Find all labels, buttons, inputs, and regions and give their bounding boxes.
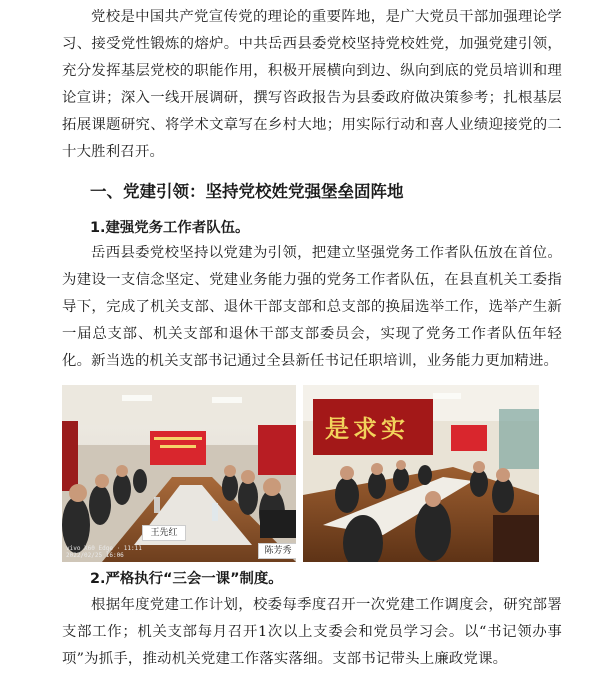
camera-watermark: vivo X60 Edge · 11:11 2022/02/25 16:06: [66, 545, 142, 559]
subsection-heading-1: 1.建强党务工作者队伍。: [90, 220, 250, 236]
section-heading: 一、党建引领：坚持党校姓党强堡垒固阵地: [90, 182, 404, 201]
intro-paragraph: 党校是中国共产党宣传党的理论的重要阵地，是广大党员干部加强理论学习、接受党性锻炼的熔炉。中共岳西县委党校坚持党校姓党，加强党建引领，充分发挥基层党校的职能作用，积极开展横向到边、纵向到底的党员培训和理论宣讲；深入一线开展调研，撰写咨政报告为县委政府做决策参考；扎根基层拓展课题研究、将学术文章写在乡村大地；用实际行动和喜人业绩迎接党的二十大胜利召开。: [62, 9, 562, 160]
wall-calligraphy: 是求实: [325, 414, 409, 443]
subsection-body-2: 根据年度党建工作计划，校委每季度召开一次党建工作调度会，研究部署支部工作；机关支部每月召开1次以上支委会和党员学习会。以“书记领办事项”为抓手，推动机关党建工作落实落细。支部书记带头上廉政党课。: [62, 597, 562, 667]
name-card: 陈芳秀: [258, 543, 296, 559]
subsection-heading-2: 2.严格执行“三会一课”制度。: [90, 571, 283, 587]
subsection-body-1: 岳西县委党校坚持以党建为引领，把建立坚强党务工作者队伍放在首位。为建设一支信念坚定、党建业务能力强的党务工作者队伍，在县直机关工委指导下，完成了机关支部、退休干部支部和总支部的换届选举工作，选举产生新一届总支部、机关支部和退休干部支部委员会，实现了党务工作者队伍年轻化。新当选的机关支部书记通过全县新任书记任职培训，业务能力更加精进。: [62, 245, 562, 369]
name-card: 王先红: [142, 525, 186, 541]
meeting-photo-left: [62, 385, 296, 562]
meeting-photo-right: [303, 385, 539, 562]
